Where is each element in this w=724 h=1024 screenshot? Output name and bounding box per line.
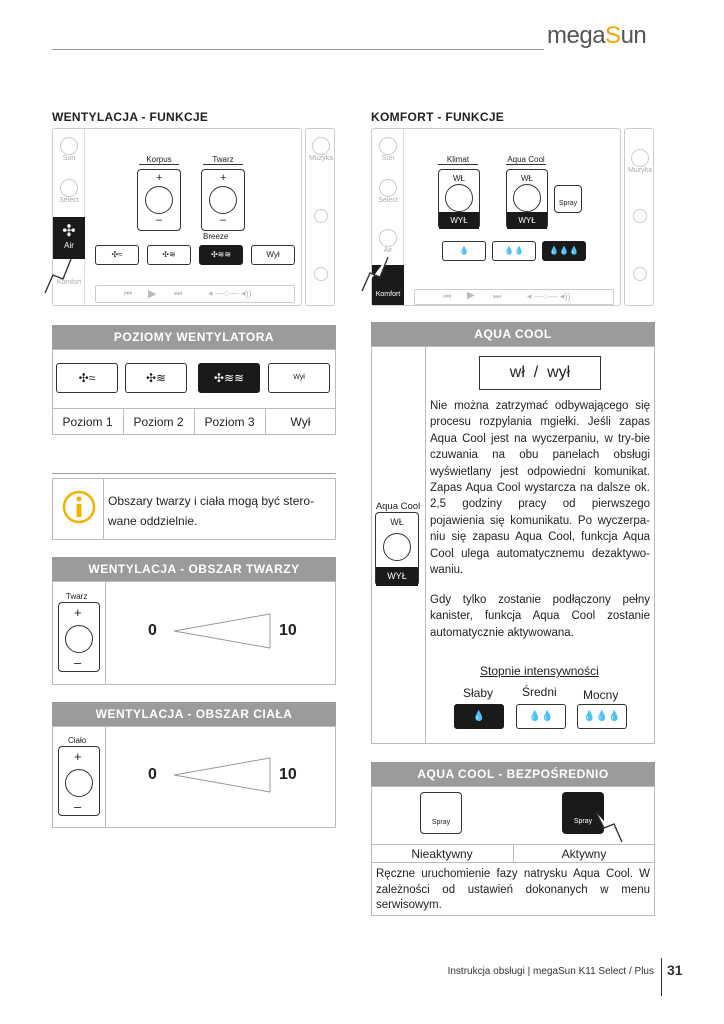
fan-1-icon: ✣≈ — [78, 371, 96, 385]
info-text: Obszary twarzy i ciała mogą być stero-wane oddzielnie. — [108, 494, 315, 528]
sun-icon-2 — [379, 137, 397, 155]
breeze-label: Breeze — [203, 232, 229, 241]
levels-title: POZIOMY WENTYLATORA — [52, 325, 336, 349]
intensity-title: Stopnie intensywności — [480, 664, 599, 678]
intensity-medium-label: Średni — [522, 685, 557, 699]
drop-1-icon: 💧 — [459, 246, 469, 255]
sidebar-sun-2[interactable]: Sun — [373, 137, 403, 162]
sidebar-air-active[interactable]: ✣ Air — [53, 217, 85, 259]
play-icon-2[interactable]: ▶ — [467, 290, 475, 301]
select-icon-2 — [379, 179, 397, 197]
music-icon-2 — [631, 149, 649, 167]
aqua-control[interactable]: WŁ WYŁ — [506, 169, 548, 229]
intensity-weak-label: Słaby — [463, 686, 494, 700]
sidebar-select-2[interactable]: Select — [373, 179, 403, 204]
aqua-toggle[interactable]: wł / wył — [479, 356, 601, 390]
next-icon-2[interactable]: ⏭ — [493, 291, 502, 301]
hand-pointer-icon-3 — [592, 808, 626, 844]
intensity-strong-label: Mocny — [583, 688, 619, 702]
twarz-label: Twarz — [203, 155, 243, 165]
footer-rule — [661, 958, 662, 996]
face-ramp — [172, 612, 272, 650]
spray-inactive-button[interactable]: Spray — [420, 792, 462, 834]
face-max: 10 — [279, 622, 297, 639]
fan-level-3-icon: ✣≋≋ — [210, 250, 232, 259]
sidebar-muzyka[interactable]: Muzyka — [306, 137, 336, 162]
climate-icon — [445, 184, 473, 212]
klimat-label: Klimat — [438, 155, 478, 165]
fan-level-2-button[interactable] — [147, 245, 191, 265]
face-min: 0 — [148, 622, 157, 639]
drop-2-icon: 💧💧 — [504, 246, 524, 255]
level-3-button[interactable] — [198, 363, 260, 393]
fan-icon: ✣ — [62, 223, 76, 240]
korpus-label: Korpus — [139, 155, 179, 165]
body-label: Ciało — [68, 736, 87, 745]
aqua-paragraph-1: Nie można zatrzymać odbywającego się procesu rozpylania mgiełki. Jeśli zapas Aqua Cool jest na wyczerpaniu, w try-bie czuwania na obu panelach obsługi wyświetlany jest odpowiedni komunikat. Zapas Aqua Cool wystarcza na dalsze ok. 2,5 godziny pracy od pierwszego pojawienia się komunikatu. Po wyczerpa-niu się zapasu Aqua Cool, funkcja Aqua Cool ulega automatycznemu dezaktywo-waniu. — [430, 400, 650, 577]
prev-icon-2[interactable]: ⏮ — [443, 291, 452, 301]
info-divider — [103, 478, 104, 540]
body-min: 0 — [148, 766, 157, 783]
hand-pointer-icon-2 — [358, 255, 398, 295]
body-icon — [145, 186, 173, 214]
body-divider — [105, 726, 106, 828]
hand-pointer-icon — [41, 257, 81, 297]
fan-off-button[interactable]: Wył — [251, 245, 295, 265]
drop-strong-icon: 💧💧💧 — [583, 711, 621, 722]
aqua-icon — [513, 184, 541, 212]
fan-3-icon: ✣≋≋ — [213, 371, 245, 385]
aqua-side-icon — [383, 533, 411, 561]
level-2-button[interactable] — [125, 363, 187, 393]
aqua-paragraph-2: Gdy tylko zostanie podłączony pełny kanister, funkcja Aqua Cool zostanie automatycznie aktywowana. — [430, 594, 650, 639]
media-bar — [95, 285, 295, 303]
inactive-label: Nieaktywny — [411, 847, 473, 861]
sun-icon — [60, 137, 78, 155]
aqua-divider — [425, 346, 426, 744]
sidebar-komfort[interactable]: Komfort — [56, 279, 82, 286]
stop-icon-2[interactable] — [633, 267, 647, 281]
aqua-label: Aqua Cool — [507, 155, 545, 164]
body-zone-icon — [65, 769, 93, 797]
aqua-side-label: Aqua Cool — [375, 501, 421, 512]
aqua-medium-button[interactable] — [492, 241, 536, 261]
start-icon-2[interactable] — [633, 209, 647, 223]
fan-icon-2 — [379, 229, 397, 247]
level-1-button[interactable] — [56, 363, 118, 393]
header-rule — [52, 49, 544, 50]
face-icon — [209, 186, 237, 214]
spray-active-button[interactable]: Spray — [562, 792, 604, 834]
active-label: Aktywny — [561, 847, 607, 861]
face-label: Twarz — [66, 592, 88, 601]
next-icon[interactable]: ⏭ — [174, 288, 183, 298]
stop-icon[interactable] — [314, 267, 328, 281]
face-zone-icon — [65, 625, 93, 653]
aqua-title: AQUA COOL — [371, 322, 655, 346]
direct-title: AQUA COOL - BEZPOŚREDNIO — [371, 762, 655, 786]
level-off-label: Wył — [290, 415, 311, 429]
footer-text: Instrukcja obsługi | megaSun K11 Select / Plus — [447, 966, 654, 977]
ventilation-panel — [52, 128, 302, 306]
volume-slider[interactable]: ◂ —○— ◂)) — [208, 288, 252, 298]
fan-level-1-icon: ✣≈ — [111, 250, 123, 259]
intensity-medium-button[interactable] — [516, 704, 566, 729]
direct-divider-2 — [371, 862, 655, 863]
media-bar-2 — [414, 289, 614, 305]
body-ramp — [172, 756, 272, 794]
spray-button[interactable]: Spray — [554, 185, 582, 213]
page-number: 31 — [667, 962, 683, 978]
direct-description: Ręczne uruchomienie fazy natrysku Aqua Cool. W zależności od ustawień dokonanych w menu serwisowym. — [376, 868, 650, 911]
fan-level-2-icon: ✣≋ — [162, 250, 176, 259]
sidebar-air-2[interactable]: Air — [373, 229, 403, 254]
play-icon[interactable]: ▶ — [148, 288, 157, 300]
select-icon — [60, 179, 78, 197]
sidebar-muzyka-2[interactable]: Muzyka — [625, 149, 655, 174]
body-title: WENTYLACJA - OBSZAR CIAŁA — [52, 702, 336, 726]
body-max: 10 — [279, 766, 297, 783]
sidebar-komfort-active[interactable]: Komfort — [372, 265, 404, 305]
level-off-button[interactable]: Wył — [268, 363, 330, 393]
fan-level-3-button[interactable] — [199, 245, 243, 265]
info-rule-top — [52, 473, 336, 474]
twarz-control[interactable]: + – — [201, 169, 245, 231]
face-control[interactable]: + – — [58, 602, 100, 672]
section-title-wentylacja: WENTYLACJA - FUNKCJE — [52, 110, 209, 124]
brand-logo: megaSun — [547, 22, 647, 49]
level-3-label: Poziom 3 — [204, 415, 255, 429]
info-icon — [61, 489, 97, 525]
sidebar-select[interactable]: Select — [54, 179, 84, 204]
komfort-panel — [371, 128, 621, 306]
aqua-weak-button[interactable] — [442, 241, 486, 261]
aqua-strong-button[interactable] — [542, 241, 586, 261]
level-2-label: Poziom 2 — [133, 415, 184, 429]
aqua-side-control[interactable]: WŁ WYŁ — [375, 512, 419, 586]
klimat-control[interactable]: WŁ WYŁ — [438, 169, 480, 229]
section-title-komfort: KOMFORT - FUNKCJE — [371, 110, 505, 124]
right-sidebar-2 — [624, 128, 654, 306]
volume-slider-2[interactable]: ◂ —○— ◂)) — [527, 291, 571, 301]
drop-3-icon: 💧💧💧 — [549, 246, 579, 255]
sidebar-sun[interactable]: Sun — [54, 137, 84, 162]
face-divider — [105, 581, 106, 685]
right-sidebar — [305, 128, 335, 306]
start-icon[interactable] — [314, 209, 328, 223]
music-icon — [312, 137, 330, 155]
prev-icon[interactable]: ⏮ — [124, 288, 133, 298]
intensity-strong-button[interactable] — [577, 704, 627, 729]
korpus-control[interactable]: + – — [137, 169, 181, 231]
intensity-weak-button[interactable] — [454, 704, 504, 729]
drop-weak-icon: 💧 — [472, 711, 486, 722]
fan-level-1-button[interactable] — [95, 245, 139, 265]
face-title: WENTYLACJA - OBSZAR TWARZY — [52, 557, 336, 581]
level-1-label: Poziom 1 — [62, 415, 113, 429]
fan-2-icon: ✣≋ — [145, 371, 167, 385]
body-control[interactable]: + – — [58, 746, 100, 816]
drop-medium-icon: 💧💧 — [528, 711, 554, 722]
